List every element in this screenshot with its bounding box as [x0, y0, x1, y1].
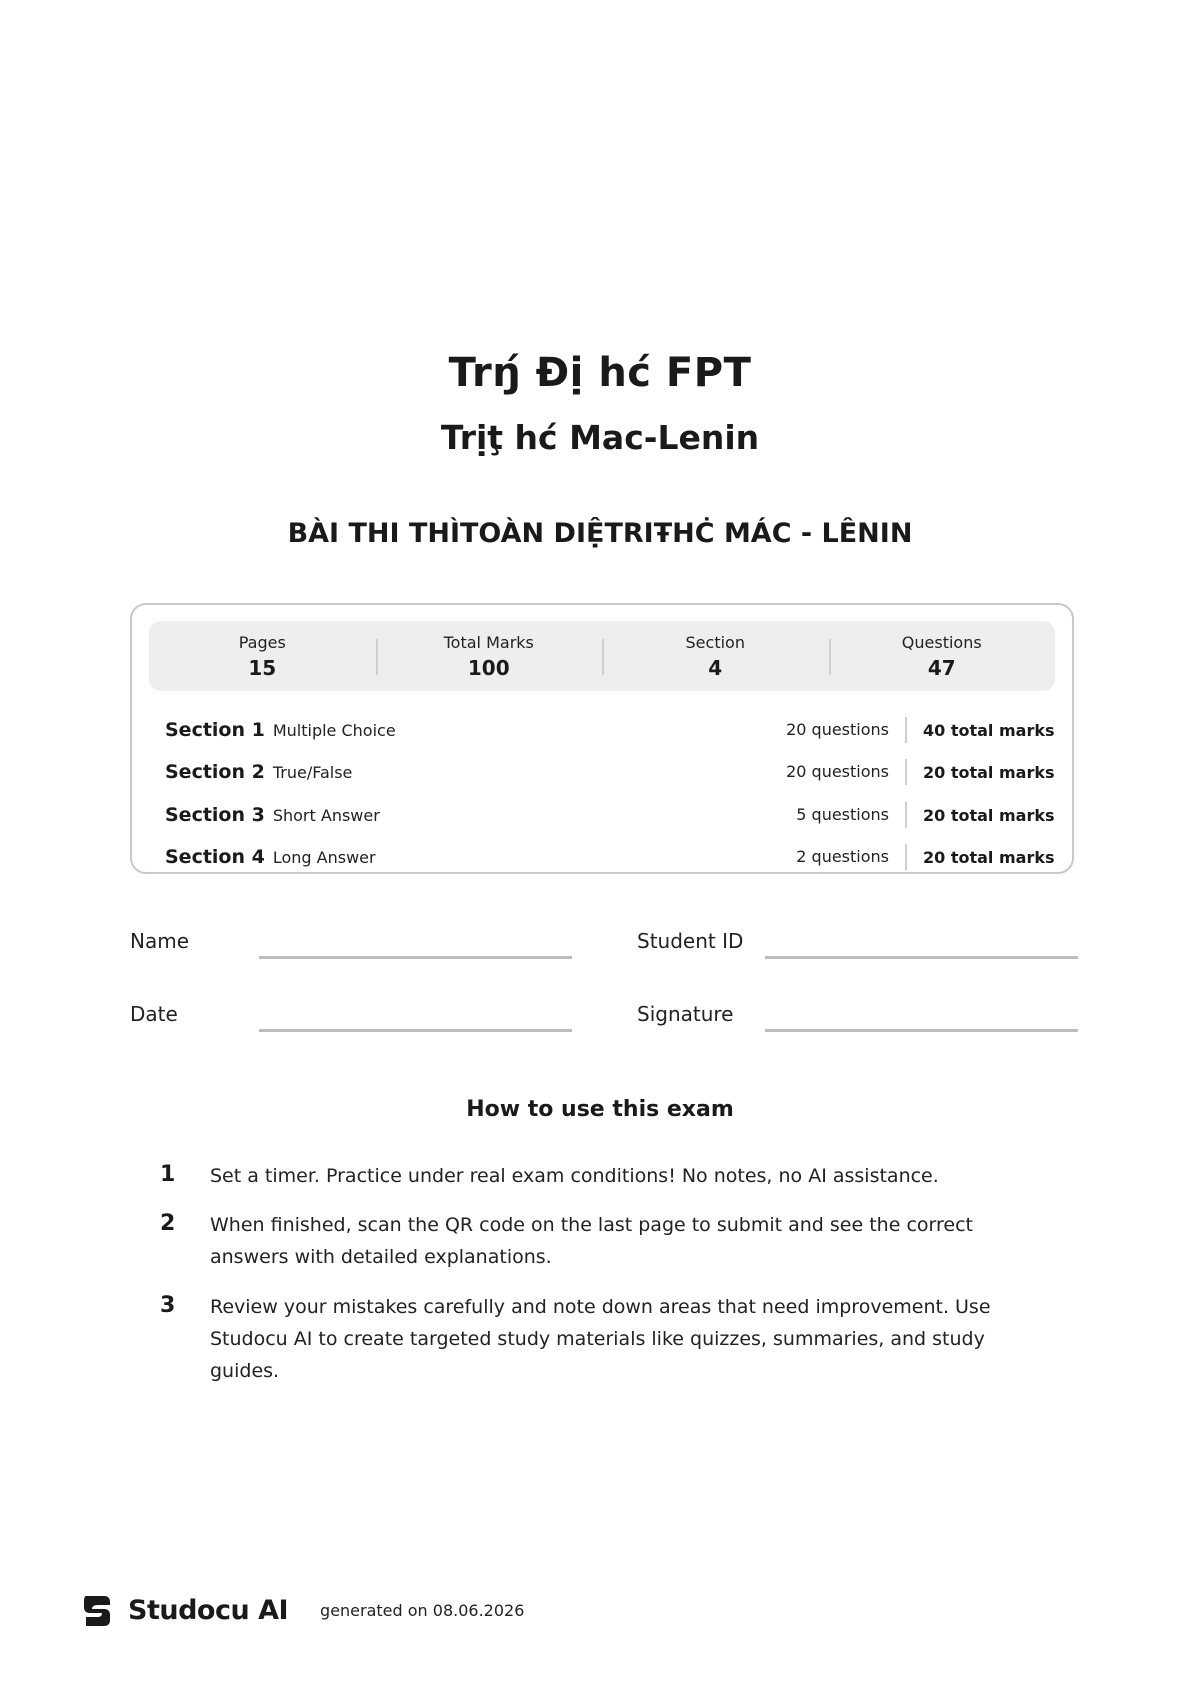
section-questions: 2 questions [689, 844, 907, 870]
signature-label: Signature [637, 1002, 734, 1026]
stat-questions [829, 621, 1056, 691]
section-marks: 20 total marks [923, 762, 1055, 782]
step-text: When finished, scan the QR code on the last page to submit and see the correct answers with detailed explanations. [210, 1214, 973, 1268]
step-text: Review your mistakes carefully and note down areas that need improvement. Use Studocu AI to create targeted study materials like quizzes, summaries, and study guides. [210, 1296, 991, 1382]
section-row-4 [165, 842, 1057, 872]
howto-step-2 [160, 1209, 1060, 1273]
stat-label: Pages [238, 633, 286, 652]
section-questions: 20 questions [689, 759, 907, 785]
section-marks: 40 total marks [923, 720, 1055, 740]
stat-value: 100 [467, 656, 510, 680]
step-number: 2 [160, 1211, 176, 1236]
step-number: 1 [160, 1162, 176, 1187]
footer [80, 1590, 524, 1630]
stat-sections [602, 621, 829, 691]
stat-total-marks [376, 621, 603, 691]
section-marks: 20 total marks [923, 847, 1055, 867]
stats-bar [149, 621, 1055, 691]
stat-label: Total Marks [443, 633, 534, 652]
stat-value: 47 [927, 656, 956, 680]
exam-summary-card [130, 603, 1074, 874]
section-name: Section 2 [165, 761, 265, 783]
section-questions: 20 questions [689, 717, 907, 743]
stat-label: Section [685, 633, 745, 652]
step-text: Set a timer. Practice under real exam conditions! No notes, no AI assistance. [210, 1165, 939, 1187]
section-name: Section 1 [165, 719, 265, 741]
brand-name: Studocu AI [128, 1594, 289, 1626]
section-row-2 [165, 757, 1057, 787]
studocu-logo-icon [80, 1592, 114, 1628]
section-name: Section 3 [165, 804, 265, 826]
section-name: Section 4 [165, 846, 265, 868]
section-type: True/False [272, 762, 353, 782]
section-type: Short Answer [272, 805, 380, 825]
section-row-1 [165, 715, 1057, 745]
section-questions: 5 questions [689, 802, 907, 828]
student-id-field-line[interactable] [765, 956, 1078, 959]
exam-title: BÀI THI THÌTOÀN DIỆTRIŦHĊ MÁC - LÊNIN [287, 518, 913, 549]
step-number: 3 [160, 1293, 176, 1318]
student-id-label: Student ID [637, 929, 744, 953]
course-name: Trịţ hć Mac-Lenin [440, 418, 760, 457]
stat-value: 15 [248, 656, 277, 680]
section-row-3 [165, 800, 1057, 830]
section-type: Long Answer [272, 847, 376, 867]
stat-value: 4 [708, 656, 723, 680]
date-field-line[interactable] [259, 1029, 572, 1032]
name-field-line[interactable] [259, 956, 572, 959]
howto-title: How to use this exam [466, 1097, 734, 1122]
generated-date: generated on 08.06.2026 [320, 1600, 525, 1620]
name-label: Name [130, 929, 190, 953]
stat-label: Questions [901, 633, 982, 652]
howto-step-1 [160, 1160, 1060, 1192]
signature-field-line[interactable] [765, 1029, 1078, 1032]
section-type: Multiple Choice [272, 720, 396, 740]
stat-pages [149, 621, 376, 691]
howto-step-3 [160, 1291, 1060, 1387]
date-label: Date [130, 1002, 178, 1026]
institution-name: Trŋ́ Đị hć FPT [448, 350, 752, 396]
section-marks: 20 total marks [923, 805, 1055, 825]
